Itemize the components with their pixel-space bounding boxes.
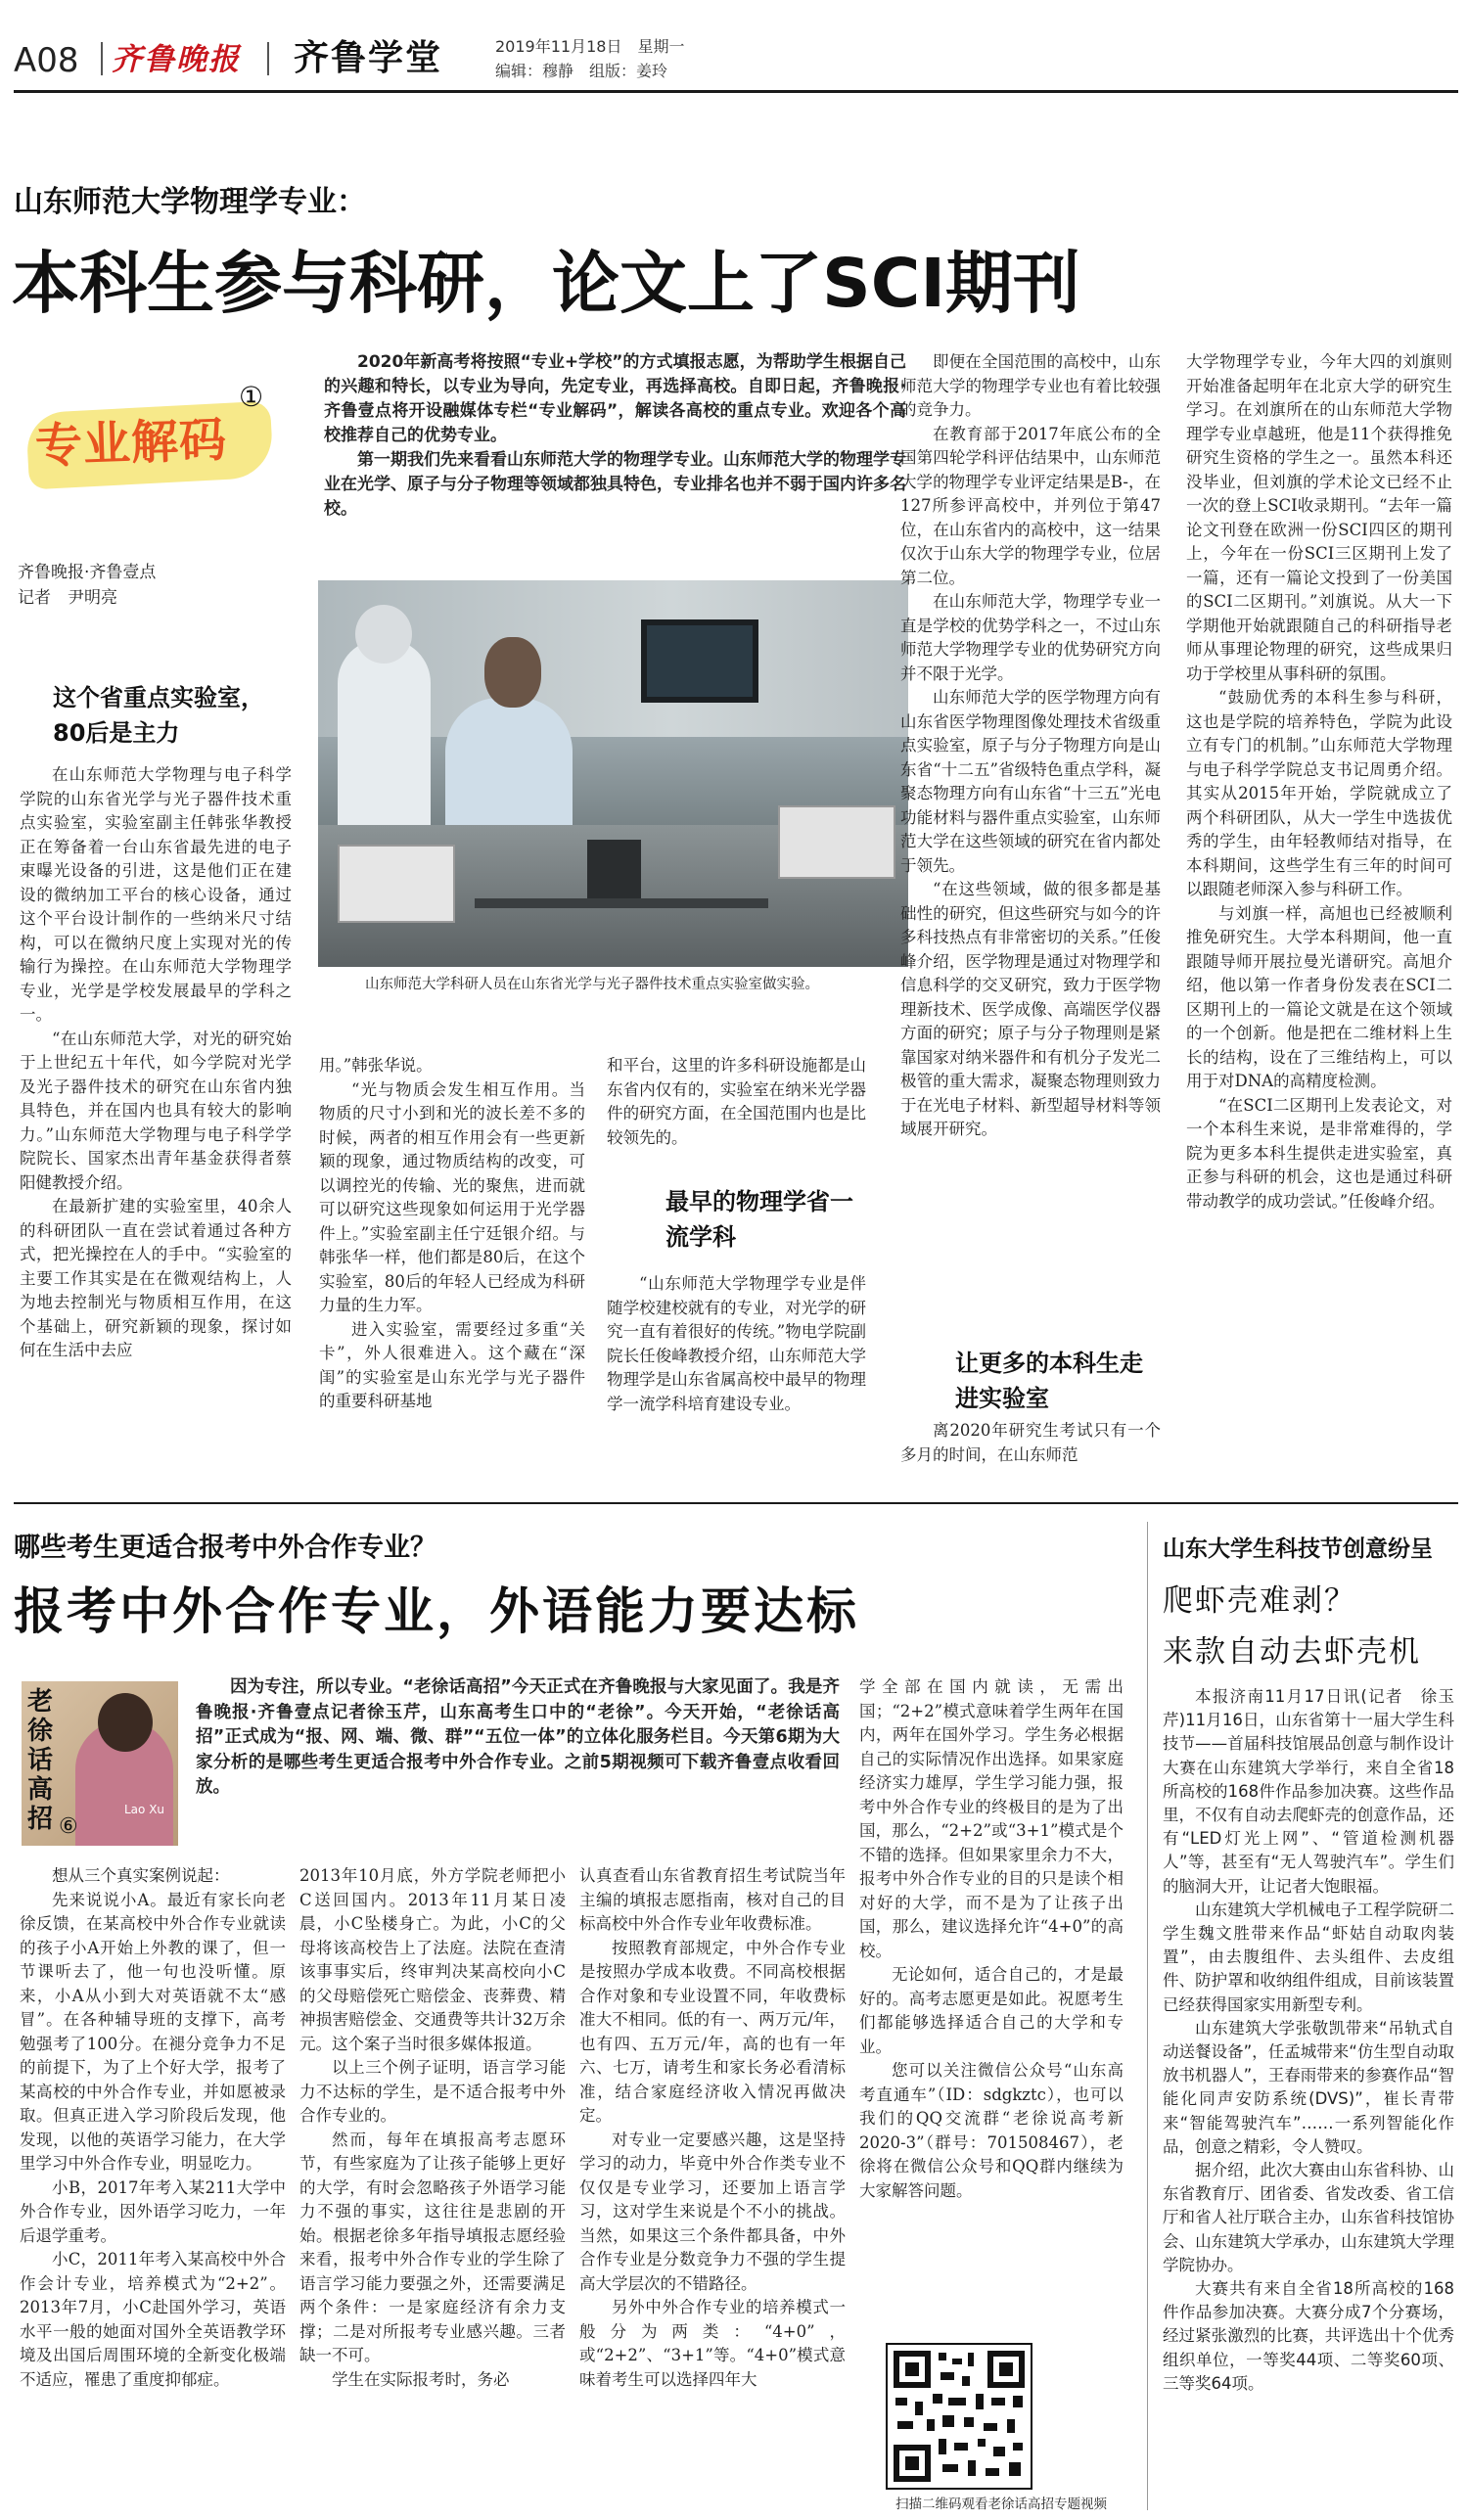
story2-lead — [196, 1675, 840, 1852]
paragraph: 想从三个真实案例说起： — [52, 1866, 230, 1885]
photo-laser-box — [338, 845, 455, 923]
paragraph: 另外中外合作专业的培养模式一般分为两类：“4+0”，或“2+2”、“3+1”等。“4+0”模式意味着考生可以选择四年大 — [579, 2298, 846, 2389]
paragraph: 学全部在国内就读，无需出国；“2+2”模式意味着学生两年在国内，两年在国外学习。学生务必根据自己的实际情况作出选择。如果家庭经济实力雄厚，学生学习能力强，报考中外合作专业的终极目的是为了出国，那么，“2+2”或“3+1”模式是个不错的选择。但如果家里余力不大，报考中外合作专业的目的只是读个相对好的大学，而不是为了让孩子出国，那么，建议选择允许“4+0”的高校。 — [859, 1677, 1124, 1960]
lab-photo — [318, 580, 908, 967]
story2-kicker: 哪些考生更适合报考中外合作专业？ — [14, 1533, 436, 1563]
masthead-rule — [14, 90, 1458, 93]
photo-laser-box — [778, 805, 895, 879]
paragraph: 学生在实际报考时，务必 — [332, 2369, 510, 2389]
paragraph: 在山东师范大学，物理学专业一直是学校的优势学科之一，不过山东师范大学物理学专业的优势研究方向并不限于光学。 — [900, 592, 1161, 683]
subhead-undergrads-lab: 让更多的本科生走进实验室 — [955, 1350, 1143, 1412]
logo-text: 老徐话高招 — [27, 1687, 54, 1834]
masthead-divider — [101, 42, 103, 75]
paragraph: “在SCI二区期刊上发表论文，对一个本科生来说，是非常难得的，学院为更多本科生提供走进实验室，真正参与科研的机会，这也是通过科研带动教学的成功尝试。”任俊峰介绍。 — [1186, 1095, 1452, 1211]
masthead-divider — [267, 42, 269, 75]
paragraph: 无论如何，适合自己的，才是最好的。高考志愿更是如此。祝愿考生们都能够选择适合自己的大学和专业。 — [859, 1965, 1124, 2056]
page-number: A08 — [14, 41, 79, 80]
byline-reporter: 记者 尹明亮 — [18, 588, 117, 608]
photo-person-1-head — [355, 605, 412, 664]
paper-logo: 齐鲁晚报 — [112, 42, 241, 77]
photo-optics-rail — [475, 898, 768, 908]
paragraph: 认真查看山东省教育招生考试院当年主编的填报志愿指南，核对自己的目标高校中外合作专业年收费标准。 — [579, 1866, 846, 1933]
photo-monitor — [641, 619, 758, 703]
story2-column-4 — [859, 1675, 1124, 2333]
paragraph: 大学物理学专业，今年大四的刘旗则开始准备起明年在北京大学的研究生学习。在刘旗所在的山东师范大学物理学专业卓越班，他是11个获得推免研究生资格的学生之一。虽然本科还没毕业，但刘旗的学术论文已经不止一次的登上SCI收录期刊。“去年一篇论文刊登在欧洲一份SCI四区的期刊上，今年在一份SCI三区期刊上发了一篇，还有一篇论文投到了一份美国的SCI二区期刊。”刘旗说。从大一下学期他开始就跟随自己的科研指导老师从事理论物理的研究，这些成果归功于学校里从事科研的氛围。 — [1186, 352, 1452, 683]
paragraph: 对专业一定要感兴趣，这是坚持学习的动力，毕竟中外合作类专业不仅仅是专业学习，还要加上语言学习，这对学生来说是个不小的挑战。当然，如果这三个条件都具备，中外合作专业是分数竞争力不强的学生提高大学层次的不错路径。 — [579, 2130, 846, 2293]
photo-person-2 — [445, 698, 573, 845]
column-logo-zhuanye-jiema — [22, 381, 276, 497]
lead-paragraph: 第一期我们先来看看山东师范大学的物理学专业。山东师范大学的物理学专业在光学、原子与分子物理等领域都独具特色，专业排名也并不弱于国内许多名校。 — [324, 450, 906, 519]
editor-credits: 编辑：穆静 组版：姜玲 — [495, 62, 668, 80]
column-number: ① — [239, 381, 264, 413]
story2-column-3 — [579, 1864, 846, 2505]
story1-kicker: 山东师范大学物理学专业： — [14, 185, 366, 219]
story2-column-2 — [299, 1864, 566, 2505]
paragraph: 离2020年研究生考试只有一个多月的时间，在山东师范 — [900, 1421, 1161, 1464]
logo-avatar-head — [98, 1693, 153, 1752]
story1-headline: 本科生参与科研，论文上了SCI期刊 — [12, 245, 1081, 323]
subhead-lab-80s: 这个省重点实验室，80后是主力 — [53, 684, 264, 747]
story1-byline — [18, 560, 156, 611]
paragraph: 2013年10月底，外方学院老师把小C送回国内。2013年11月某日凌晨，小C坠楼身亡。为此，小C的父母将该高校告上了法庭。法院在查清该事事实后，终审判决某高校向小C的父母赔偿死亡赔偿金、丧葬费、精神损害赔偿金、交通费等共计32万余元。这个案子当时很多媒体报道。 — [299, 1866, 566, 2053]
paragraph: 即便在全国范围的高校中，山东师范大学的物理学专业也有着比较强的竞争力。 — [900, 352, 1161, 419]
story3-kicker: 山东大学生科技节创意纷呈 — [1163, 1536, 1433, 1562]
paragraph: 先来说说小A。最近有家长向老徐反馈，在某高校中外合作专业就读的孩子小A开始上外教的课了，但一节课听去了，他一句也没听懂。原来，小A从小到大对英语就不太“感冒”。在各种辅导班的支撑下，高考勉强考了100分。在褪分竞争力不足的前提下，为了上个好大学，报考了某高校的中外合作专业，并如愿被录取。但真正进入学习阶段后发现，他发现，以他的英语学习能力，在大学里学习中外合作专业，明显吃力。 — [20, 1890, 286, 2173]
paragraph: 您可以关注微信公众号“山东高考直通车”（ID：sdgkztc），也可以我们的QQ交流群“老徐说高考新2020-3”（群号：701508467），老徐将在微信公众号和QQ群内继续为大家解答问题。 — [859, 2061, 1124, 2200]
paragraph: 山东建筑大学机械电子工程学院研二学生魏文胜带来作品“虾姑自动取肉装置”，由去腹组件、去头组件、去皮组件、防护罩和收纳组件组成，目前该装置已经获得国家实用新型专利。 — [1163, 1900, 1454, 2014]
paragraph: 和平台，这里的许多科研设施都是山东省内仅有的，实验室在纳米光学器件的研究方面，在全国范围内也是比较领先的。 — [607, 1056, 866, 1147]
story1-column-4a — [900, 350, 1161, 1339]
paragraph: “在这些领域，做的很多都是基础性的研究，但这些研究与如今的许多科技热点有非常密切的关系。”任俊峰介绍，医学物理是通过对物理学和信息科学的交叉研究，致力于医学物理新技术、医学成像、高端医学仪器方面的研究；原子与分子物理则是紧靠国家对纳米器件和有机分子发光二极管的重大需求，凝聚态物理则致力于在光电子材料、新型超导材料等领域展开研究。 — [900, 880, 1161, 1138]
story1-column-5 — [1186, 350, 1452, 1470]
issue-date: 2019年11月18日 星期一 — [495, 37, 685, 56]
photo-person-1 — [338, 639, 431, 835]
story3-headline-line2: 来款自动去虾壳机 — [1163, 1634, 1421, 1670]
story1-column-3a — [607, 1054, 866, 1171]
lead-paragraph: 2020年新高考将按照“专业+学校”的方式填报志愿，为帮助学生根据自己的兴趣和特长，以专业为导向，先定专业，再选择高校。自即日起，齐鲁晚报·齐鲁壹点将开设融媒体专栏“专业解码”，解读各高校的重点专业。欢迎各个高校推荐自己的优势专业。 — [324, 352, 906, 445]
paragraph: 以上三个例子证明，语言学习能力不达标的学生，是不适合报考中外合作专业的。 — [299, 2058, 566, 2125]
logo-text: 专业解码 — [34, 412, 228, 475]
paragraph: 然而，每年在填报高考志愿环节，有些家庭为了让孩子能够上更好的大学，有时会忽略孩子外语学习能力不强的事实，这往往是悲剧的开始。根据老徐多年指导填报志愿经验来看，报考中外合作专业的学生除了语言学习能力要强之外，还需要满足两个条件：一是家庭经济有余力支撑；二是对所报考专业感兴趣。三者缺一不可。 — [299, 2130, 566, 2364]
story1-lead — [324, 350, 906, 585]
paragraph: 在最新扩建的实验室里，40余人的科研团队一直在尝试着通过各种方式，把光操控在人的手中。“实验室的主要工作其实是在在微观结构上，人为地去控制光与物质相互作用，在这个基础上，研究新颖的现象，探讨如何在生活中去应 — [20, 1197, 292, 1359]
paragraph: 山东建筑大学张敬凯带来“吊轨式自动送餐设备”，任孟城带来“仿生型自动取放书机器人”，王春雨带来的参赛作品“智能化同声安防系统(DVS)”，崔长青带来“智能驾驶汽车”……一系列智能化作品，创意之精彩，令人赞叹。 — [1163, 2018, 1454, 2156]
lead-paragraph: 因为专注，所以专业。“老徐话高招”今天正式在齐鲁晚报与大家见面了。我是齐鲁晚报·齐鲁壹点记者徐玉芹，山东高考生口中的“老徐”。今天开始，“老徐话高招”正式成为“报、网、端、微、群”“五位一体”的立体化服务栏目。今天第6期为大家分析的是哪些考生更适合报考中外合作专业。之前5期视频可下载齐鲁壹点收看回放。 — [196, 1677, 840, 1797]
story2-headline: 报考中外合作专业，外语能力要达标 — [14, 1583, 860, 1641]
paragraph: 据介绍，此次大赛由山东省科协、山东省教育厅、团省委、省发改委、省工信厅和省人社厅联合主办，山东省科技馆协会、山东建筑大学承办，山东建筑大学理学院协办。 — [1163, 2161, 1454, 2274]
photo-caption: 山东师范大学科研人员在山东省光学与光子器件技术重点实验室做实验。 — [365, 977, 819, 992]
paragraph: 用。”韩张华说。 — [319, 1056, 433, 1075]
story2-column-1 — [20, 1864, 286, 2505]
story1-column-2 — [319, 1054, 585, 1470]
qr-code — [886, 2343, 1032, 2490]
paragraph: 大赛共有来自全省18所高校的168件作品参加决赛。大赛分成7个分赛场，经过紧张激烈的比赛，共评选出十个优秀组织单位，一等奖44项、二等奖60项、三等奖64项。 — [1163, 2279, 1454, 2393]
paragraph: 山东师范大学的医学物理方向有山东省医学物理图像处理技术省级重点实验室，原子与分子物理方向是山东省“十二五”省级特色重点学科，凝聚态物理方向有山东省“十三五”光电功能材料与器件重点实验室，山东师范大学在这些领域的研究在省内都处于领先。 — [900, 688, 1161, 875]
story3-body — [1163, 1685, 1454, 2507]
qr-caption: 扫描二维码观看老徐话高招专题视频 — [895, 2497, 1107, 2512]
paragraph: 在教育部于2017年底公布的全国第四轮学科评估结果中，山东师范大学的物理学专业评定结果是B-，在127所参评高校中，并列位于第47位，在山东省内的高校中，这一结果仅次于山东大学的物理学专业，位居第二位。 — [900, 424, 1161, 587]
story1-column-4b — [900, 1419, 1161, 1470]
sidebar-divider — [1147, 1522, 1148, 2510]
section-title: 齐鲁学堂 — [294, 38, 443, 78]
paragraph: 与刘旗一样，高旭也已经被顺利推免研究生。大学本科期间，他一直跟随导师开展拉曼光谱研究。高旭介绍，他以第一作者身份发表在SCI二区期刊上的一篇论文就是在这个领域的一个创新。他是把在二维材料上生长的结构，设在了三维结构上，可以用于对DNA的高精度检测。 — [1186, 903, 1452, 1090]
photo-label: Lao Xu — [124, 1803, 165, 1816]
story3-headline-line1: 爬虾壳难剥？ — [1163, 1583, 1356, 1619]
paragraph: 在山东师范大学物理与电子科学学院的山东省光学与光子器件技术重点实验室，实验室副主任韩张华教授正在筹备着一台山东省最先进的电子束曝光设备的引进，这是他们正在建设的微纳加工平台的核心设备，通过这个平台设计制作的一些纳米尺寸结构，可以在微纳尺度上实现对光的传输行为操控。在山东师范大学物理学专业，光学是学校发展最早的学科之一。 — [20, 765, 292, 1024]
paragraph: 本报济南11月17日讯(记者 徐玉芹)11月16日，山东省第十一届大学生科技节——首届科技馆展品创意与制作设计大赛在山东建筑大学举行，来自全省18所高校的168件作品参加决赛。这些作品里，不仅有自动去爬虾壳的创意作品，还有“LED灯光上网”、“管道检测机器人”等，甚至有“无人驾驶汽车”。学生们的脑洞大开，让记者大饱眼福。 — [1163, 1687, 1454, 1896]
qr-code-graphic — [888, 2345, 1031, 2488]
paragraph: “鼓励优秀的本科生参与科研，这也是学院的培养特色，学院为此设立有专门的机制。”山东师范大学物理与电子科学学院总支书记周勇介绍。其实从2015年开始，学院就成立了两个科研团队，从大一学生中选拔优秀的学生，由年轻教师结对指导，在本科期间，这些学生有三年的时间可以跟随老师深入参与科研工作。 — [1186, 688, 1452, 898]
paragraph: 小B，2017年考入某211大学中外合作专业，因外语学习吃力，一年后退学重考。 — [20, 2177, 286, 2245]
paragraph: 进入实验室，需要经过多重“关卡”，外人很难进入。这个藏在“深闺”的实验室是山东光学与光子器件的重要科研基地 — [319, 1319, 585, 1410]
paragraph: “光与物质会发生相互作用。当物质的尺寸小到和光的波长差不多的时候，两者的相互作用会有一些更新颖的现象，通过物质结构的改变，可以调控光的传输、光的聚焦，进而就可以研究这些现象如何运用于光学器件上。”实验室副主任宁廷银介绍。与韩张华一样，他们都是80后，在这个实验室，80后的年轻人已经成为科研力量的生力军。 — [319, 1079, 585, 1314]
paragraph: “在山东师范大学，对光的研究始于上世纪五十年代，如今学院对光学及光子器件技术的研究在山东省内独具特色，并在国内也具有较大的影响力。”山东师范大学物理与电子科学学院院长、国家杰出青年基金获得者蔡阳健教授介绍。 — [20, 1029, 292, 1192]
paragraph: “山东师范大学物理学专业是伴随学校建校就有的专业，对光学的研究一直有着很好的传统。”物电学院副院长任俊峰教授介绍，山东师范大学物理学是山东省属高校中最早的物理学一流学科培育建设专业。 — [607, 1274, 866, 1413]
column-number: ⑥ — [59, 1814, 78, 1839]
story1-column-3b — [607, 1272, 866, 1468]
column-logo-laoxu — [22, 1681, 178, 1846]
photo-person-2-head — [484, 637, 541, 708]
story-divider — [14, 1502, 1458, 1504]
story1-column-1 — [20, 763, 292, 1468]
paragraph: 小C，2011年考入某高校中外合作会计专业，培养模式为“2+2”。2013年7月，小C赴国外学习，英语水平一般的她面对国外全英语教学环境及出国后周围环境的全新变化极端不适应，罹患了重度抑郁症。 — [20, 2250, 286, 2389]
paragraph: 按照教育部规定，中外合作专业是按照办学成本收费。不同高校根据合作对象和专业设置不同，年收费标准大不相同。低的有一、两万元/年，也有四、五万元/年，高的也有一年六、七万，请考生和家长务必看清标准，结合家庭经济收入情况再做决定。 — [579, 1938, 846, 2125]
subhead-first-discipline: 最早的物理学省一流学科 — [665, 1188, 853, 1251]
byline-outlet: 齐鲁晚报·齐鲁壹点 — [18, 563, 157, 582]
